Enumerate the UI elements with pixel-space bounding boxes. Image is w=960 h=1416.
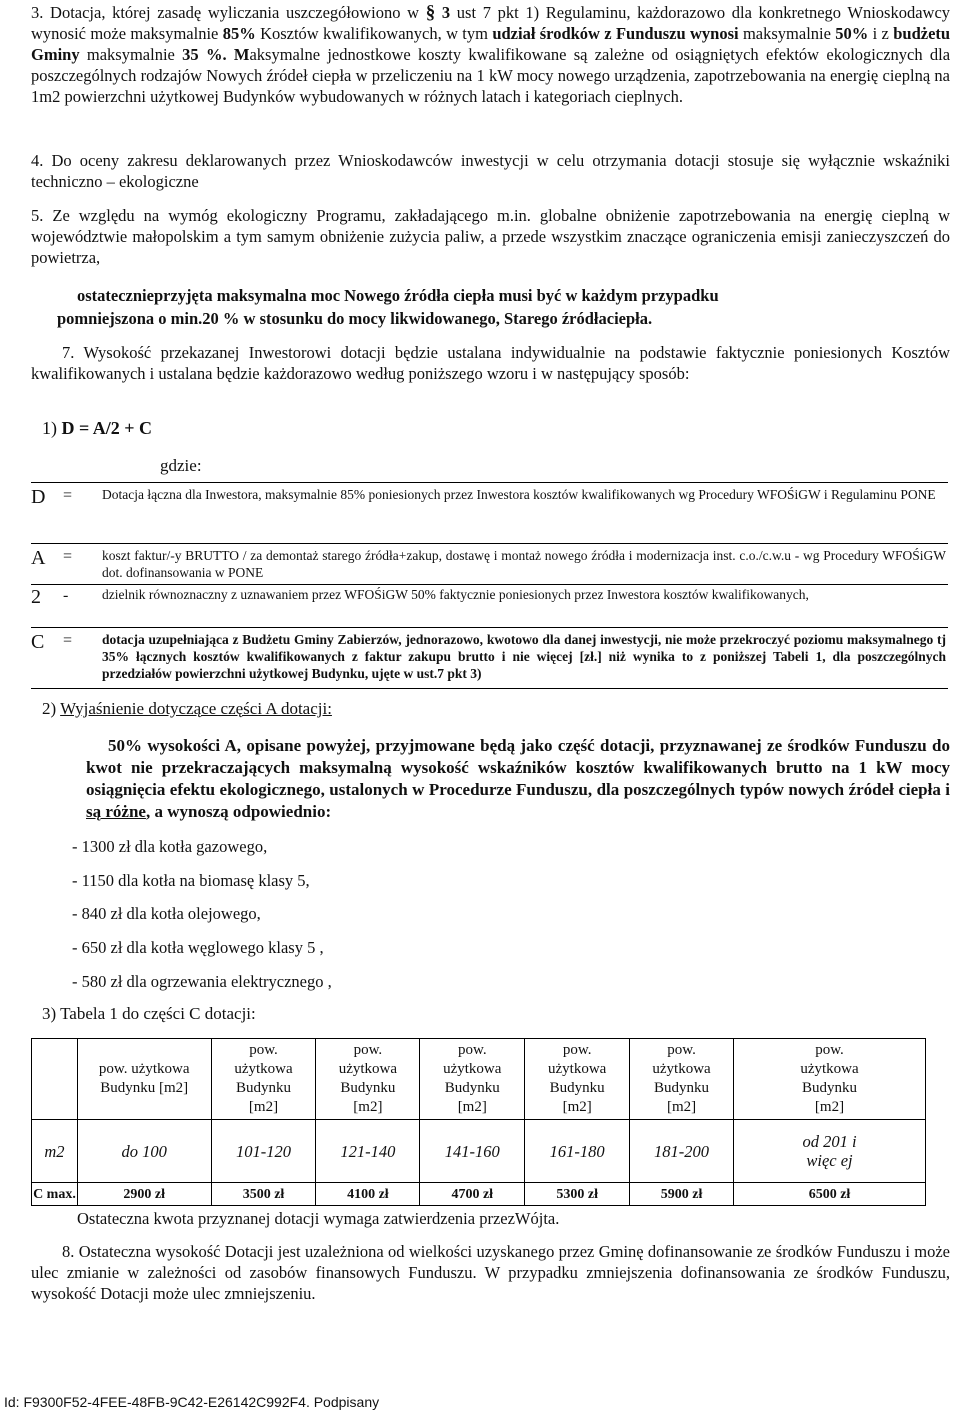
paragraph-8: 8. Ostateczna wysokość Dotacji jest uzależniona od wielkości uzyskanego przez Gminę dofinansowanie ze środków Funduszu i może ulec zmianie w zależności od zasobów finansowych Funduszu. W przypadku zmniejszenia dofinansowania ze środków Funduszu, wysokość Dotacji może ulec zmniejszeniu. bbox=[31, 1242, 950, 1303]
table-header-cell: pow. użytkowa Budynku [m2] bbox=[316, 1039, 420, 1120]
table-header-cell: pow. użytkowa Budynku [m2] bbox=[734, 1039, 926, 1120]
paragraph-4: 4. Do oceny zakresu deklarowanych przez Wnioskodawców inwestycji w celu otrzymania dotacji stosuje się wyłącznie wskaźniki techniczno – ekologiczne bbox=[31, 151, 950, 191]
section-2-prefix: 2) bbox=[42, 699, 57, 718]
table-amount-cell: 4100 zł bbox=[316, 1183, 420, 1206]
table-amount-cell: 4700 zł bbox=[420, 1183, 525, 1206]
def-equals: = bbox=[63, 632, 73, 649]
def-row-c bbox=[31, 631, 950, 687]
def-top-rule bbox=[31, 482, 948, 483]
table-header-cell: pow. użytkowa Budynku [m2] bbox=[420, 1039, 525, 1120]
gmina-budget: budżetu Gminy bbox=[31, 24, 951, 64]
table-header-cell: pow. użytkowa Budynku [m2] bbox=[77, 1039, 211, 1120]
table-header-cell: pow. użytkowa Budynku [m2] bbox=[525, 1039, 630, 1120]
table-range-cell: 141-160 bbox=[420, 1120, 525, 1183]
p3-after-section: ust 7 pkt 1) Regulaminu, każdorazowo dla konkretnego Wnioskodawcy wynosić może maksymalnie bbox=[31, 3, 951, 43]
fund-share: udział środków z Funduszu wynosi bbox=[492, 24, 739, 43]
section-2-bold-text: 50% wysokości A, opisane powyżej, przyjmowane będą jako część dotacji, przyznawanej ze środków Funduszu do kwot nie przekraczających maksymalną wysokość wskaźników kosztów kwalifikowanych brutto na 1 kW mocy osiągnięcia efektu ekologicznego, ustalonych w Procedurze Funduszu, dla poszczególnych typów nowych źródeł ciepła i bbox=[86, 736, 950, 799]
def-text: Dotacja łączna dla Inwestora, maksymalnie 85% poniesionych przez Inwestora kosztów kwalifikowanych wg Procedury WFOŚiGW i Regulaminu PONE bbox=[102, 487, 936, 502]
def-symbol: C bbox=[31, 631, 45, 653]
section-number: 3 bbox=[441, 3, 451, 22]
section-3-heading: 3) Tabela 1 do części C dotacji: bbox=[42, 1004, 256, 1023]
def-row-2 bbox=[31, 586, 950, 622]
table-header-row bbox=[32, 1039, 926, 1120]
table-header-cell: pow. użytkowa Budynku [m2] bbox=[630, 1039, 734, 1120]
rate-item: - 650 zł dla kotła węglowego klasy 5 , bbox=[72, 938, 324, 957]
section-2-bold-tail: , a wynoszą odpowiednio: bbox=[145, 802, 332, 821]
def-text: dzielnik równoznaczny z uznawaniem przez WFOŚiGW 50% faktycznie poniesionych przez Inwestora kosztów kwalifikowanych, bbox=[102, 587, 809, 602]
def-symbol: A bbox=[31, 547, 46, 569]
p3-prefix: 3. Dotacja, której zasadę wyliczania uszczegółowiono w bbox=[31, 3, 420, 22]
formula: D = A/2 + C bbox=[61, 418, 153, 438]
def-row-d bbox=[31, 486, 950, 526]
pct-35: 35 %. bbox=[182, 45, 227, 64]
table-header-cell: pow. użytkowa Budynku [m2] bbox=[211, 1039, 316, 1120]
section-2-underlined: są różne bbox=[86, 802, 146, 821]
def-equals: = bbox=[63, 548, 73, 565]
table-range-cell: do 100 bbox=[77, 1120, 211, 1183]
p3-initial-m: M bbox=[233, 45, 250, 64]
p3-i-z: i z bbox=[872, 24, 889, 43]
section-2-heading bbox=[42, 698, 332, 719]
section-2-body bbox=[86, 735, 950, 823]
p5-bold-line-1: ostatecznieprzyjęta maksymalna moc Nowego źródła ciepła musi być w każdym przypadku bbox=[77, 286, 719, 305]
table-amount-cell: 5300 zł bbox=[525, 1183, 630, 1206]
rate-item: - 1300 zł dla kotła gazowego, bbox=[72, 837, 268, 856]
def-equals: = bbox=[63, 487, 73, 504]
formula-prefix: 1) bbox=[42, 418, 57, 438]
def-equals: - bbox=[63, 587, 69, 604]
table-range-cell: 161-180 bbox=[525, 1120, 630, 1183]
gdzie-label: gdzie: bbox=[160, 456, 202, 475]
table-amount-cell: 5900 zł bbox=[630, 1183, 734, 1206]
table-cmax-row bbox=[32, 1183, 926, 1206]
table-amount-cell: 6500 zł bbox=[734, 1183, 926, 1206]
p3-rest: aksymalne jednostkowe koszty kwalifikowane są zależne od osiągniętych efektów ekologicznych dla poszczególnych rodzajów Nowych źródeł ciepła w przeliczeniu na 1 kW mocy nowego urządzenia, zapotrzebowania na energię cieplną na 1m2 powierzchni użytkowej Budynków wybudowanych w różnych latach i kategoriach cieplnych. bbox=[31, 45, 951, 106]
table-range-row bbox=[32, 1120, 926, 1183]
paragraph-5: 5. Ze względu na wymóg ekologiczny Programu, zakładającego m.in. globalne obniżenie zapotrzebowania na energię cieplną w województwie małopolskim a tym samym obniżenie zużycia paliw, a przede wszystkim znaczące ograniczenia emisji zanieczyszczeń do powietrza, bbox=[31, 206, 950, 267]
p3-maks1: maksymalnie bbox=[742, 24, 831, 43]
pct-50: 50% bbox=[835, 24, 869, 43]
p3-maks2: maksymalnie bbox=[86, 45, 175, 64]
formula-line bbox=[42, 418, 152, 439]
p3-after-85: Kosztów kwalifikowanych, w tym bbox=[260, 24, 488, 43]
table-range-cell: 121-140 bbox=[316, 1120, 420, 1183]
table-corner-cell bbox=[32, 1039, 78, 1120]
p5-bold-line-2: pomniejszona o min.20 % w stosunku do mocy likwidowanego, Starego źródłaciepła. bbox=[57, 309, 653, 328]
table-row-label: m2 bbox=[32, 1120, 78, 1183]
def-symbol: 2 bbox=[31, 586, 41, 608]
table-range-cell: 181-200 bbox=[630, 1120, 734, 1183]
max-85: 85% bbox=[222, 24, 256, 43]
table-row-label: C max. bbox=[32, 1183, 78, 1206]
table-range-cell: 101-120 bbox=[211, 1120, 316, 1183]
section-sign: § bbox=[425, 2, 436, 23]
document-id-footer: Id: F9300F52-4FEE-48FB-9C42-E26142C992F4. Podpisany bbox=[4, 1394, 380, 1410]
table-amount-cell: 2900 zł bbox=[77, 1183, 211, 1206]
paragraph-7: 7. Wysokość przekazanej Inwestorowi dotacji będzie ustalana indywidualnie na podstawie faktycznie poniesionych Kosztów kwalifikowanych i ustalana będzie każdorazowo według poniższego wzoru i w następujący sposób: bbox=[31, 343, 950, 383]
def-bottom-rule bbox=[31, 688, 948, 689]
paragraph-3 bbox=[31, 2, 950, 107]
table-1 bbox=[31, 1038, 926, 1206]
def-rule-2 bbox=[31, 584, 948, 585]
table-range-cell: od 201 i więc ej bbox=[734, 1120, 926, 1183]
def-text: koszt faktur/-y BRUTTO / za demontaż starego źródła+zakup, dostawę i montaż nowego źródła i modernizacja inst. c.o./c.w.u - wg Procedury WFOŚiGW dot. dofinansowania w PONE bbox=[102, 548, 946, 580]
def-rule-3 bbox=[31, 627, 948, 628]
rate-item: - 580 zł dla ogrzewania elektrycznego , bbox=[72, 972, 332, 991]
def-symbol: D bbox=[31, 486, 46, 508]
table-amount-cell: 3500 zł bbox=[211, 1183, 316, 1206]
def-rule-1 bbox=[31, 543, 948, 544]
rate-item: - 1150 dla kotła na biomasę klasy 5, bbox=[72, 871, 310, 890]
def-row-a bbox=[31, 547, 950, 583]
final-note: Ostateczna kwota przyznanej dotacji wymaga zatwierdzenia przezWójta. bbox=[77, 1209, 560, 1228]
section-2-title: Wyjaśnienie dotyczące części A dotacji: bbox=[60, 699, 332, 718]
rate-item: - 840 zł dla kotła olejowego, bbox=[72, 904, 261, 923]
def-text: dotacja uzupełniająca z Budżetu Gminy Zabierzów, jednorazowo, kwotowo dla danej inwestycji, nie może przekroczyć poziomu maksymalnego tj 35% łącznych kosztów kwalifikowanych z faktur zakupu brutto i nie więcej [zł.] niż wynika to z poniższej Tabeli 1, dla poszczególnych przedziałów powierzchni użytkowej Budynku, ujęte w ust.7 pkt 3) bbox=[102, 632, 946, 681]
